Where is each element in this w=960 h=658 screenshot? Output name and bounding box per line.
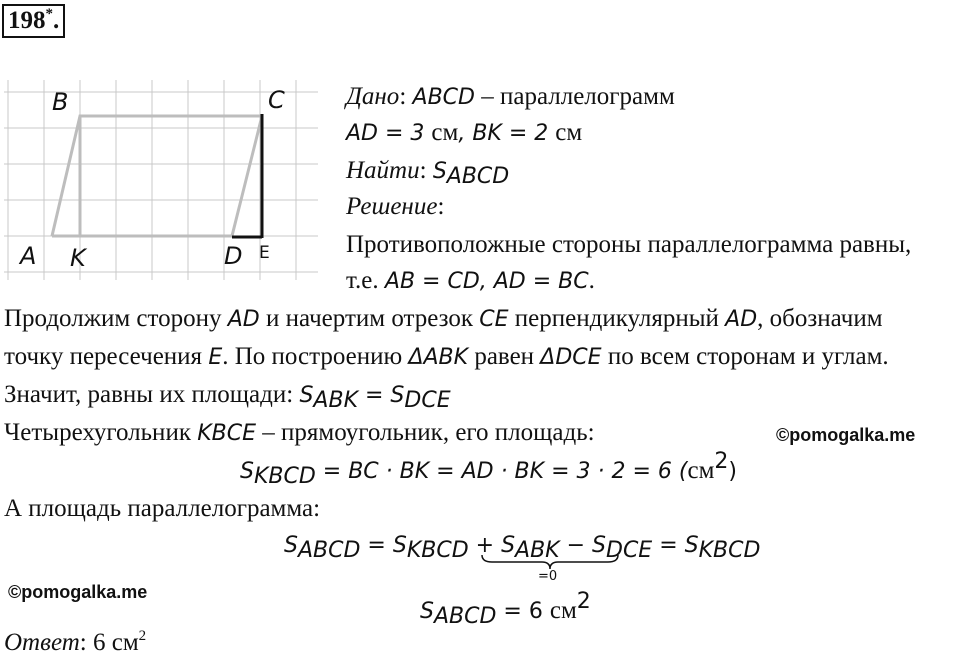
- f3-sup: 2: [576, 589, 591, 614]
- answer-line: [4, 628, 146, 658]
- find-line: Найти: $S_{ABCD}$: [346, 157, 510, 189]
- p4-kbce: KBCE: [197, 421, 256, 446]
- f1-close: ): [728, 459, 737, 484]
- f3-val: = 6: [496, 599, 550, 624]
- given-word: параллелограмм: [499, 83, 675, 110]
- watermark-1: ©pomogalka.me: [776, 425, 916, 445]
- f2-s1: S: [284, 533, 298, 558]
- p1-text-c: перпендикулярный: [508, 305, 726, 332]
- given-cm-2: см: [555, 119, 583, 146]
- given-cm-1: см: [431, 119, 459, 146]
- p1-text-b: и начертим отрезок: [259, 305, 480, 332]
- p3-s2: S: [390, 383, 405, 408]
- find-sub: ABCD: [446, 164, 510, 189]
- task-number-value: 198: [8, 7, 46, 34]
- task-number: [2, 4, 65, 38]
- p2-text-b: . По построению: [222, 343, 409, 370]
- f2-sub4: DCE: [606, 538, 653, 563]
- p1-text-d: , обозначим: [757, 305, 883, 332]
- f1-sup: 2: [714, 449, 729, 474]
- figure-svg: [4, 80, 318, 280]
- label-c: C: [268, 86, 285, 114]
- f3-sub: ABCD: [433, 604, 497, 629]
- given-values: [346, 118, 582, 149]
- p1-text-a: Продолжим сторону: [4, 305, 228, 332]
- f2-sub5: KBCD: [698, 538, 761, 563]
- brace-zero: =0: [538, 569, 558, 584]
- answer-colon: :: [79, 629, 93, 656]
- line2-math: AB = CD, AD = BC: [384, 269, 589, 294]
- p3-text: Значит, равны их площади:: [4, 381, 300, 408]
- p3-sub2: DCE: [404, 388, 451, 413]
- solution-heading: Решение:: [346, 193, 445, 220]
- p2-text-d: по всем сторонам и углам.: [601, 343, 889, 370]
- p1-ce: CE: [479, 307, 509, 332]
- task-dot: .: [53, 7, 60, 34]
- given-label: Дано: [346, 83, 400, 110]
- solution-line-1: Противоположные стороны параллелограмма равны,: [346, 231, 912, 258]
- f2-sub3: ABK: [515, 538, 560, 563]
- paragraph-3: [4, 380, 451, 411]
- given-bk: BK = 2: [472, 121, 556, 146]
- p3-sub1: ABK: [313, 388, 358, 413]
- formula-kbcd: [240, 449, 737, 489]
- f2-eq2: =: [652, 533, 685, 558]
- f2-plus: +: [468, 533, 502, 558]
- p2-dce: ΔDCE: [540, 345, 602, 370]
- f2-s3: S: [501, 533, 516, 558]
- find-s: S: [432, 159, 447, 184]
- f1-rest: = BC · BK = AD · BK = 3 · 2 = 6 (: [315, 459, 688, 484]
- solution-label: Решение: [346, 193, 438, 220]
- given-figure: ABCD: [412, 85, 475, 110]
- paragraph-5: А площадь параллелограмма:: [4, 495, 321, 522]
- line2-prefix: т.е.: [346, 267, 385, 294]
- p1-ad-2: AD: [725, 307, 758, 332]
- label-d: D: [224, 242, 243, 270]
- f2-sub1: ABCD: [297, 538, 361, 563]
- line2-end: .: [588, 267, 595, 294]
- p3-eq: =: [358, 383, 391, 408]
- f2-s4: S: [592, 533, 606, 558]
- p2-abk: ΔABK: [408, 345, 469, 370]
- given-line: Дано: ABCD – параллелограмм: [346, 83, 675, 110]
- paragraph-2: [4, 342, 889, 373]
- p4-text-a: Четырехугольник: [4, 419, 198, 446]
- task-star: *: [45, 6, 53, 22]
- f1-sub: KBCD: [253, 464, 316, 489]
- answer-label: Ответ: [4, 629, 80, 656]
- p2-text-c: равен: [468, 343, 541, 370]
- answer-sup: 2: [138, 628, 147, 644]
- find-label: Найти: [346, 157, 420, 184]
- f3-cm: см: [549, 597, 577, 624]
- solution-line-2: [346, 266, 595, 297]
- label-e: E: [259, 243, 270, 263]
- given-ad: AD = 3: [346, 121, 432, 146]
- answer-value: 6 см: [92, 629, 139, 656]
- label-a: A: [20, 242, 37, 270]
- label-k: K: [70, 244, 86, 272]
- p3-s1: S: [299, 383, 314, 408]
- p2-text-a: точку пересечения: [4, 343, 209, 370]
- parallelogram-sides: [52, 116, 262, 236]
- given-dash: –: [474, 83, 500, 110]
- f2-eq1: =: [360, 533, 393, 558]
- f1-cm: см: [687, 457, 715, 484]
- p4-text-b: – прямоугольник, его площадь:: [256, 419, 595, 446]
- p2-e: E: [208, 345, 223, 370]
- f2-s5: S: [684, 533, 699, 558]
- parallelogram-figure: [4, 80, 318, 280]
- f2-minus: −: [559, 533, 593, 558]
- f1-s: S: [240, 459, 254, 484]
- p1-ad: AD: [227, 307, 260, 332]
- given-sep: ,: [458, 121, 473, 146]
- f2-sub2: KBCD: [406, 538, 469, 563]
- paragraph-1: [4, 304, 883, 335]
- watermark-2: ©pomogalka.me: [8, 582, 148, 602]
- paragraph-4: [4, 418, 595, 449]
- label-b: B: [52, 88, 69, 116]
- formula-result: [420, 589, 591, 629]
- f3-s: S: [420, 599, 434, 624]
- f2-s2: S: [392, 533, 407, 558]
